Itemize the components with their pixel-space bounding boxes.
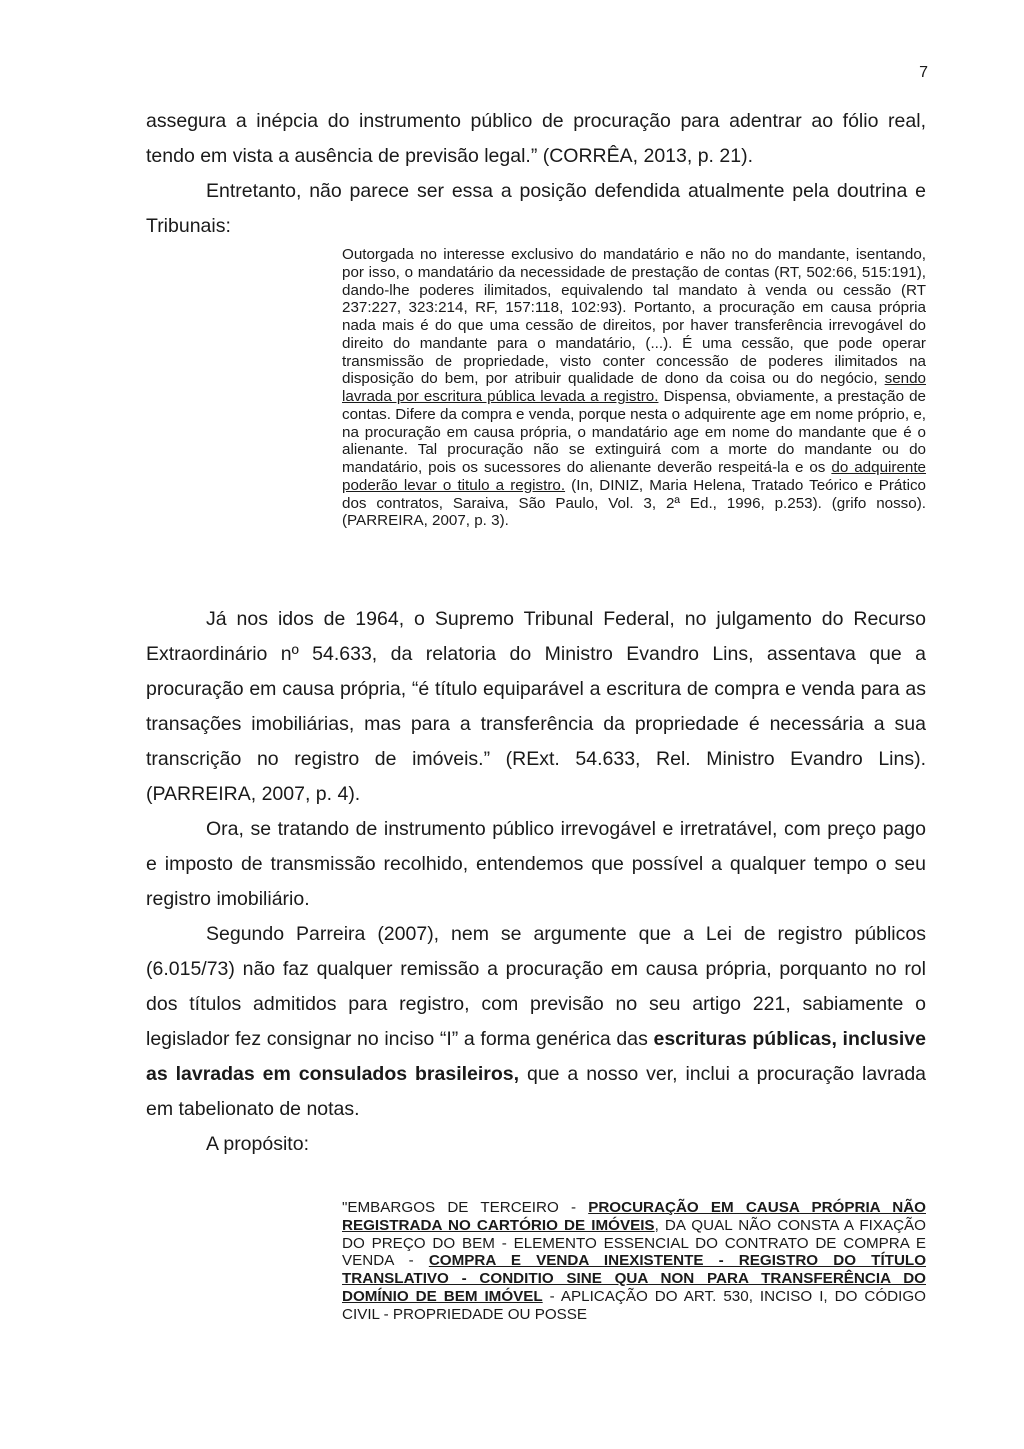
quote-text: - APLICAÇÃO DO ART. 530, INCISO I, DO CÓDIGO CIVIL - PROPRIEDADE OU POSSE <box>342 1287 926 1323</box>
paragraph-continuation: assegura a inépcia do instrumento público de procuração para adentrar ao fólio real, tendo em vista a ausência de previsão legal.” (CORRÊA, 2013, p. 21). <box>146 110 926 167</box>
paragraph-irrevogavel: Ora, se tratando de instrumento público irrevogável e irretratável, com preço pago e imposto de transmissão recolhido, entendemos que possível a qualquer tempo o seu registro imobiliário. <box>146 818 926 910</box>
intro-text <box>146 104 926 244</box>
quote-paragraph <box>342 1199 926 1323</box>
quote-text: Outorgada no interesse exclusivo do mandatário e não no do mandante, isentando, por isso, o mandatário da necessidade de prestação de contas (RT, 502:66, 515:191), dando-lhe poderes ilimitados, equivalendo tal mandato à venda ou cessão (RT 237:227, 323:214, RF, 157:118, 102:93). Portanto, a procuração em causa própria nada mais é do que uma cessão de direitos, por haver transferência irrevogável do direito do mandante para o mandatário, (...). É uma cessão, que pode operar transmissão de propriedade, visto conter concessão de poderes ilimitados na disposição do bem, por atribuir qualidade de dono da coisa ou do negócio, <box>342 246 926 388</box>
quote-paragraph <box>342 246 926 530</box>
quote-text: "EMBARGOS DE TERCEIRO - <box>342 1199 589 1216</box>
quote-bold-underlined-text: COMPRA E VENDA INEXISTENTE - REGISTRO DO TÍTULO TRANSLATIVO - CONDITIO SINE QUA NON PARA TRANSFERÊNCIA DO DOMÍNIO DE BEM IMÓVEL <box>342 1252 927 1305</box>
paragraph-tribunais: Entretanto, não parece ser essa a posição defendida atualmente pela doutrina e Tribunais: <box>146 180 926 237</box>
block-quote-embargos <box>342 1199 926 1323</box>
quote-underlined-text: sendo lavrada por escritura pública levada a registro. <box>342 370 926 405</box>
quote-text: Dispensa, obviamente, a prestação de contas. Difere da compra e venda, porque nesta o adquirente age em nome próprio, e, na procuração em causa própria, o mandatário age em nome do mandante que é o alienante. Tal procuração não se extinguirá com a morte do mandante ou do mandatário, pois os sucessores do alienante deverão respeitá-la e os <box>342 388 926 476</box>
quote-text: , DA QUAL NÃO CONSTA A FIXAÇÃO DO PREÇO DO BEM - ELEMENTO ESSENCIAL DO CONTRATO DE COMPRA E VENDA - <box>342 1216 926 1270</box>
bold-text: escrituras públicas, inclusive as lavradas em consulados brasileiros, <box>146 1028 926 1085</box>
block-quote-diniz <box>342 246 926 530</box>
main-body-text <box>146 602 926 1162</box>
paragraph-parreira <box>146 917 926 1127</box>
paragraph-text: que a nosso ver, inclui a procuração lavrada em tabelionato de notas. <box>146 1063 927 1120</box>
page-number: 7 <box>919 64 928 81</box>
paragraph-stf: Já nos idos de 1964, o Supremo Tribunal Federal, no julgamento do Recurso Extraordinário nº 54.633, da relatoria do Ministro Evandro Lins, assentava que a procuração em causa própria, “é título equiparável a escritura de compra e venda para as transações imobiliárias, mas para a transferência da propriedade é necessária a sua transcrição no registro de imóveis.” (RExt. 54.633, Rel. Ministro Evandro Lins). (PARREIRA, 2007, p. 4). <box>146 608 926 805</box>
quote-citation: (In, DINIZ, Maria Helena, Tratado Teórico e Prático dos contratos, Saraiva, São Paulo, Vol. 3, 2ª Ed., 1996, p.253). (grifo nosso). (PARREIRA, 2007, p. 3). <box>342 476 927 530</box>
quote-underlined-text: do adquirente poderão levar o titulo a registro. <box>342 459 927 494</box>
quote-bold-underlined-text: PROCURAÇÃO EM CAUSA PRÓPRIA NÃO REGISTRADA NO CARTÓRIO DE IMÓVEIS <box>342 1199 926 1234</box>
paragraph-proposito: A propósito: <box>206 1133 309 1155</box>
paragraph-text: Segundo Parreira (2007), nem se argumente que a Lei de registro públicos (6.015/73) não faz qualquer remissão a procuração em causa própria, porquanto no rol dos títulos admitidos para registro, com previsão no seu artigo 221, sabiamente o legislador fez consignar no inciso “I” a forma genérica das <box>146 923 926 1050</box>
